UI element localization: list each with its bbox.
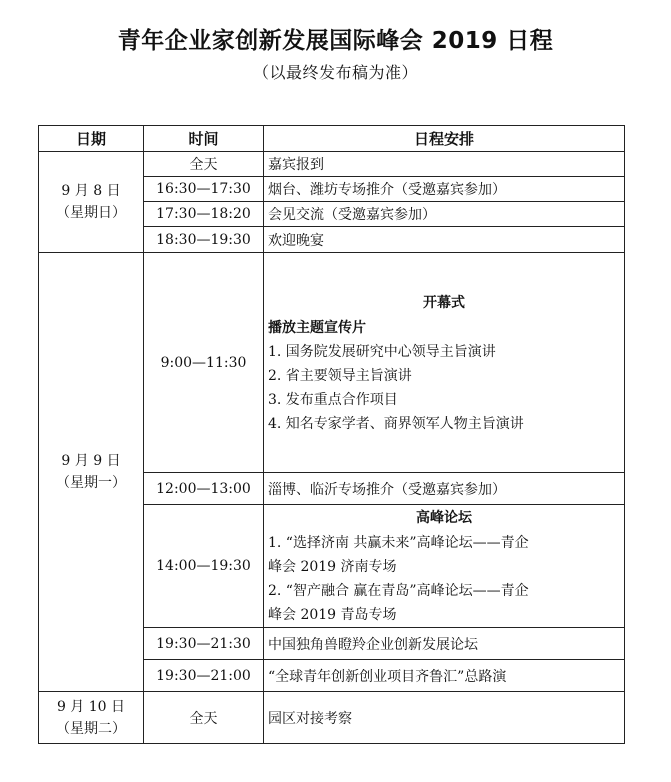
opening-subheading: 播放主题宣传片: [268, 319, 366, 336]
weekday-label: （星期一）: [56, 475, 126, 491]
page-title: 青年企业家创新发展国际峰会 2019 日程: [117, 28, 554, 54]
opening-ceremony-cell: [264, 253, 625, 473]
time-cell: 14:00—19:30: [144, 505, 264, 628]
date-label: 9 月 10 日: [56, 698, 126, 715]
list-item: 3. 发布重点合作项目: [268, 391, 398, 408]
activity-cell: 中国独角兽瞪羚企业创新发展论坛: [264, 628, 625, 660]
activity-cell: 嘉宾报到: [264, 152, 625, 177]
time-cell: 全天: [144, 692, 264, 744]
time-cell: 18:30—19:30: [144, 227, 264, 253]
date-label: 9 月 8 日: [61, 183, 121, 199]
list-item: 4. 知名专家学者、商界领军人物主旨演讲: [268, 415, 524, 432]
time-cell: 19:30—21:00: [144, 660, 264, 692]
time-cell: 9:00—11:30: [144, 253, 264, 473]
header-date: 日期: [39, 126, 144, 152]
page-subtitle: （以最终发布稿为准）: [252, 63, 418, 82]
activity-cell: 烟台、潍坊专场推介（受邀嘉宾参加）: [264, 177, 625, 202]
time-cell: 19:30—21:30: [144, 628, 264, 660]
date-label: 9 月 9 日: [61, 453, 121, 469]
time-cell: 16:30—17:30: [144, 177, 264, 202]
time-cell: 全天: [144, 152, 264, 177]
activity-cell: 园区对接考察: [264, 692, 625, 744]
weekday-label: （星期二）: [56, 720, 126, 737]
header-agenda: 日程安排: [264, 126, 625, 152]
time-cell: 12:00—13:00: [144, 473, 264, 505]
list-item: 1. 国务院发展研究中心领导主旨演讲: [268, 343, 496, 360]
table-row: [39, 692, 625, 744]
forum-heading: 高峰论坛: [416, 510, 472, 526]
activity-cell: 淄博、临沂专场推介（受邀嘉宾参加）: [264, 473, 625, 505]
weekday-label: （星期日）: [56, 205, 126, 221]
date-cell-day3: [39, 692, 144, 744]
schedule-table: [38, 125, 625, 744]
header-row: [39, 126, 625, 152]
activity-cell: 会见交流（受邀嘉宾参加）: [264, 202, 625, 227]
time-cell: 17:30—18:20: [144, 202, 264, 227]
activity-cell: 欢迎晚宴: [264, 227, 625, 253]
date-cell-day1: [39, 152, 144, 253]
table-row: [39, 253, 625, 473]
table-row: [39, 152, 625, 177]
activity-cell: “全球青年创新创业项目齐鲁汇”总路演: [264, 660, 625, 692]
list-item: 2. “智产融合 赢在青岛”高峰论坛——青企: [268, 583, 529, 599]
list-item-continuation: 峰会 2019 青岛专场: [268, 607, 397, 623]
date-cell-day2: [39, 253, 144, 692]
header-time: 时间: [144, 126, 264, 152]
list-item: 2. 省主要领导主旨演讲: [268, 367, 412, 384]
forum-cell: [264, 505, 625, 628]
opening-heading: 开幕式: [423, 294, 465, 311]
list-item-continuation: 峰会 2019 济南专场: [268, 559, 397, 575]
list-item: 1. “选择济南 共赢未来”高峰论坛——青企: [268, 535, 529, 551]
